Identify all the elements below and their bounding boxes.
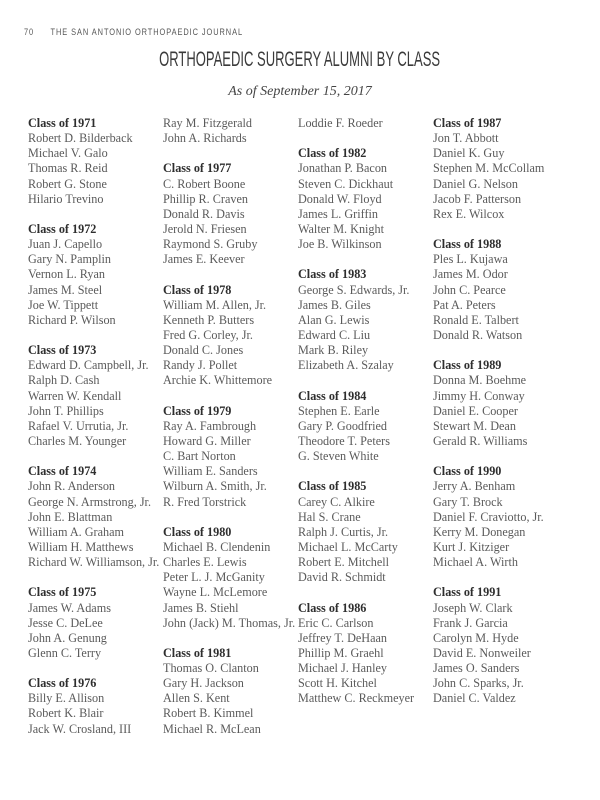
- alumni-name: Wayne L. McLemore: [163, 585, 268, 600]
- alumni-name: Ray M. Fitzgerald: [163, 116, 253, 130]
- alumni-name: Gary P. Goodfried: [298, 418, 388, 433]
- class-group: [433, 358, 573, 449]
- alumni-name: C. Bart Norton: [163, 449, 236, 464]
- alumni-name: Rex E. Wilcox: [433, 206, 505, 221]
- alumni-name: Michael B. Clendenin: [163, 539, 271, 554]
- alumni-name: Eric C. Carlson: [298, 615, 374, 630]
- alumni-name: Gary H. Jackson: [163, 676, 244, 691]
- class-heading: Class of 1991: [433, 585, 502, 600]
- alumni-name: Edward D. Campbell, Jr.: [28, 358, 149, 373]
- class-heading: Class of 1979: [163, 403, 232, 418]
- alumni-name: Robert G. Stone: [28, 176, 107, 191]
- group-spacer: [28, 328, 168, 343]
- class-group: [163, 525, 303, 631]
- group-spacer: [28, 570, 168, 585]
- alumni-name: Thomas R. Reid: [28, 161, 108, 176]
- alumni-name: John (Jack) M. Thomas, Jr.: [163, 615, 296, 630]
- class-heading: Class of 1982: [298, 146, 367, 161]
- group-spacer: [298, 131, 438, 146]
- class-group: [298, 479, 438, 585]
- alumni-name: Gary N. Pamplin: [28, 252, 111, 267]
- alumni-name: Rafael V. Urrutia, Jr.: [28, 418, 129, 433]
- group-spacer: [298, 252, 438, 267]
- group-spacer: [433, 570, 573, 585]
- running-head: [24, 27, 243, 38]
- group-spacer: [433, 449, 573, 464]
- group-spacer: [163, 146, 303, 161]
- alumni-name: David E. Nonweiler: [433, 645, 531, 660]
- alumni-name: David R. Schmidt: [298, 570, 386, 585]
- alumni-name: William M. Allen, Jr.: [163, 297, 267, 312]
- alumni-name: Juan J. Capello: [28, 237, 103, 252]
- class-group: [28, 676, 168, 737]
- alumni-columns: [0, 116, 600, 756]
- class-heading: Class of 1989: [433, 358, 502, 373]
- alumni-name: Theodore T. Peters: [298, 433, 390, 448]
- class-group: [433, 464, 573, 570]
- alumni-name: Hal S. Crane: [298, 509, 361, 524]
- alumni-name: Jack W. Crosland, III: [28, 721, 132, 736]
- alumni-name: Michael V. Galo: [28, 146, 108, 161]
- page-number: 70: [24, 27, 35, 38]
- alumni-name: Ralph D. Cash: [28, 373, 100, 388]
- group-spacer: [28, 661, 168, 676]
- alumni-name: John R. Anderson: [28, 479, 116, 494]
- alumni-name: C. Robert Boone: [163, 176, 246, 191]
- alumni-name: Ray A. Fambrough: [163, 418, 257, 433]
- alumni-name: Michael J. Hanley: [298, 661, 388, 676]
- class-heading: Class of 1984: [298, 388, 367, 403]
- alumni-name: Glenn C. Terry: [28, 645, 102, 660]
- alumni-name: Kenneth P. Butters: [163, 312, 255, 327]
- alumni-name: Randy J. Pollet: [163, 358, 238, 373]
- class-heading: Class of 1971: [28, 116, 97, 130]
- alumni-name: G. Steven White: [298, 449, 379, 464]
- alumni-column-1: [28, 116, 168, 737]
- alumni-name: Matthew C. Reckmeyer: [298, 691, 415, 706]
- alumni-name: John T. Phillips: [28, 403, 104, 418]
- group-spacer: [298, 464, 438, 479]
- alumni-name: Stewart M. Dean: [433, 418, 516, 433]
- alumni-name: R. Fred Torstrick: [163, 494, 247, 509]
- group-spacer: [298, 373, 438, 388]
- class-group: [298, 267, 438, 373]
- alumni-name: Daniel F. Craviotto, Jr.: [433, 509, 544, 524]
- alumni-name: Raymond S. Gruby: [163, 237, 258, 252]
- alumni-name: James W. Adams: [28, 600, 111, 615]
- alumni-name: Hilario Trevino: [28, 191, 104, 206]
- alumni-name: Michael A. Wirth: [433, 555, 518, 570]
- alumni-name: Donald R. Watson: [433, 327, 523, 342]
- alumni-name: Michael R. McLean: [163, 721, 261, 736]
- class-group: [433, 237, 573, 343]
- class-group: [28, 585, 168, 661]
- class-group: [163, 283, 303, 389]
- alumni-name: Daniel K. Guy: [433, 146, 505, 161]
- alumni-name: Frank J. Garcia: [433, 615, 508, 630]
- alumni-name: James M. Steel: [28, 282, 103, 297]
- class-group: [163, 161, 303, 267]
- group-spacer: [28, 207, 168, 222]
- class-heading: Class of 1990: [433, 464, 502, 479]
- class-group: [163, 404, 303, 510]
- alumni-name: George N. Armstrong, Jr.: [28, 494, 151, 509]
- class-heading: Class of 1973: [28, 343, 97, 358]
- class-heading: Class of 1980: [163, 524, 232, 539]
- alumni-name: Donna M. Boehme: [433, 373, 527, 388]
- alumni-name: Jeffrey T. DeHaan: [298, 630, 387, 645]
- alumni-name: Billy E. Allison: [28, 691, 105, 706]
- alumni-name: Michael L. McCarty: [298, 539, 398, 554]
- group-spacer: [433, 343, 573, 358]
- alumni-name: James E. Keever: [163, 252, 245, 267]
- alumni-name: Alan G. Lewis: [298, 312, 370, 327]
- journal-name: THE SAN ANTONIO ORTHOPAEDIC JOURNAL: [50, 27, 244, 38]
- alumni-name: Ralph J. Curtis, Jr.: [298, 524, 389, 539]
- alumni-name: Phillip R. Craven: [163, 191, 248, 206]
- alumni-name: Robert K. Blair: [28, 706, 104, 721]
- alumni-name: Peter L. J. McGanity: [163, 570, 265, 585]
- class-group: [163, 646, 303, 737]
- class-group: [298, 601, 438, 707]
- alumni-name: Donald W. Floyd: [298, 191, 382, 206]
- class-group: [433, 116, 573, 222]
- alumni-name: Stephen E. Earle: [298, 403, 380, 418]
- group-spacer: [163, 631, 303, 646]
- group-spacer: [298, 585, 438, 600]
- alumni-name: William A. Graham: [28, 524, 124, 539]
- alumni-name: Joe W. Tippett: [28, 297, 99, 312]
- class-heading: Class of 1981: [163, 645, 232, 660]
- alumni-name: Walter M. Knight: [298, 221, 385, 236]
- group-spacer: [163, 510, 303, 525]
- alumni-name: Vernon L. Ryan: [28, 267, 106, 282]
- class-group: [298, 146, 438, 252]
- alumni-name: Ronald E. Talbert: [433, 312, 519, 327]
- alumni-name: Joseph W. Clark: [433, 600, 513, 615]
- class-group: [163, 116, 303, 146]
- alumni-name: John C. Sparks, Jr.: [433, 676, 524, 691]
- class-heading: Class of 1988: [433, 237, 502, 252]
- class-heading: Class of 1985: [298, 479, 367, 494]
- alumni-name: Robert E. Mitchell: [298, 555, 390, 570]
- alumni-name: Fred G. Corley, Jr.: [163, 327, 253, 342]
- group-spacer: [433, 222, 573, 237]
- alumni-name: James L. Griffin: [298, 206, 378, 221]
- class-group: [28, 116, 168, 207]
- alumni-name: James O. Sanders: [433, 661, 520, 676]
- alumni-name: Kerry M. Donegan: [433, 524, 526, 539]
- alumni-name: Thomas O. Clanton: [163, 661, 259, 676]
- class-heading: Class of 1972: [28, 221, 97, 236]
- alumni-name: William E. Sanders: [163, 464, 258, 479]
- alumni-name: Wilburn A. Smith, Jr.: [163, 479, 267, 494]
- class-group: [298, 389, 438, 465]
- alumni-name: Daniel G. Nelson: [433, 176, 518, 191]
- alumni-name: Charles M. Younger: [28, 433, 127, 448]
- alumni-name: James M. Odor: [433, 267, 508, 282]
- alumni-name: Robert D. Bilderback: [28, 131, 133, 146]
- alumni-name: Daniel C. Valdez: [433, 691, 516, 706]
- alumni-name: Pat A. Peters: [433, 297, 496, 312]
- alumni-name: Scott H. Kitchel: [298, 676, 377, 691]
- alumni-name: Jerry A. Benham: [433, 479, 516, 494]
- alumni-name: John C. Pearce: [433, 282, 506, 297]
- alumni-name: Carey C. Alkire: [298, 494, 375, 509]
- class-heading: Class of 1978: [163, 282, 232, 297]
- alumni-name: James B. Stiehl: [163, 600, 239, 615]
- alumni-name: Joe B. Wilkinson: [298, 237, 382, 252]
- alumni-name: John A. Richards: [163, 131, 247, 146]
- class-group: [433, 585, 573, 706]
- alumni-name: John E. Blattman: [28, 509, 113, 524]
- class-heading: Class of 1986: [298, 600, 367, 615]
- class-heading: Class of 1974: [28, 464, 97, 479]
- group-spacer: [163, 389, 303, 404]
- class-heading: Class of 1987: [433, 116, 502, 130]
- group-spacer: [163, 267, 303, 282]
- alumni-name: James B. Giles: [298, 297, 371, 312]
- page-title: ORTHOPAEDIC SURGERY ALUMNI BY CLASS: [159, 48, 441, 71]
- alumni-name: Daniel E. Cooper: [433, 403, 518, 418]
- alumni-name: Jerold N. Friesen: [163, 221, 247, 236]
- alumni-name: Jonathan P. Bacon: [298, 161, 388, 176]
- alumni-column-2: [163, 116, 303, 737]
- class-group: [298, 116, 438, 131]
- page-title-wrap: [0, 48, 600, 72]
- alumni-name: John A. Genung: [28, 630, 107, 645]
- alumni-name: Stephen M. McCollam: [433, 161, 545, 176]
- alumni-name: Richard P. Wilson: [28, 312, 116, 327]
- page-subtitle: As of September 15, 2017: [228, 84, 372, 99]
- alumni-name: Allen S. Kent: [163, 691, 230, 706]
- alumni-name: Warren W. Kendall: [28, 388, 122, 403]
- alumni-name: Kurt J. Kitziger: [433, 539, 510, 554]
- alumni-name: Gerald R. Williams: [433, 433, 528, 448]
- class-group: [28, 464, 168, 570]
- group-spacer: [28, 449, 168, 464]
- class-group: [28, 343, 168, 449]
- alumni-name: Charles E. Lewis: [163, 555, 247, 570]
- alumni-name: Jacob F. Patterson: [433, 191, 522, 206]
- alumni-name: Gary T. Brock: [433, 494, 503, 509]
- alumni-name: William H. Matthews: [28, 539, 134, 554]
- alumni-name: Richard W. Williamson, Jr.: [28, 555, 160, 570]
- alumni-name: Steven C. Dickhaut: [298, 176, 394, 191]
- alumni-name: Archie K. Whittemore: [163, 373, 273, 388]
- alumni-column-4: [433, 116, 573, 706]
- alumni-name: Carolyn M. Hyde: [433, 630, 519, 645]
- alumni-name: Loddie F. Roeder: [298, 116, 383, 130]
- class-heading: Class of 1977: [163, 161, 232, 176]
- alumni-name: Jimmy H. Conway: [433, 388, 525, 403]
- alumni-name: Ples L. Kujawa: [433, 252, 508, 267]
- class-heading: Class of 1976: [28, 676, 97, 691]
- alumni-name: Phillip M. Graehl: [298, 645, 384, 660]
- alumni-name: Mark B. Riley: [298, 343, 369, 358]
- alumni-column-3: [298, 116, 438, 706]
- alumni-name: Robert B. Kimmel: [163, 706, 254, 721]
- alumni-name: Jon T. Abbott: [433, 131, 499, 146]
- alumni-name: Edward C. Liu: [298, 327, 371, 342]
- alumni-name: Donald R. Davis: [163, 206, 245, 221]
- class-heading: Class of 1983: [298, 267, 367, 282]
- alumni-name: Elizabeth A. Szalay: [298, 358, 394, 373]
- class-group: [28, 222, 168, 328]
- alumni-name: Donald C. Jones: [163, 343, 244, 358]
- alumni-name: Howard G. Miller: [163, 433, 251, 448]
- alumni-name: Jesse C. DeLee: [28, 615, 103, 630]
- alumni-name: George S. Edwards, Jr.: [298, 282, 410, 297]
- class-heading: Class of 1975: [28, 585, 97, 600]
